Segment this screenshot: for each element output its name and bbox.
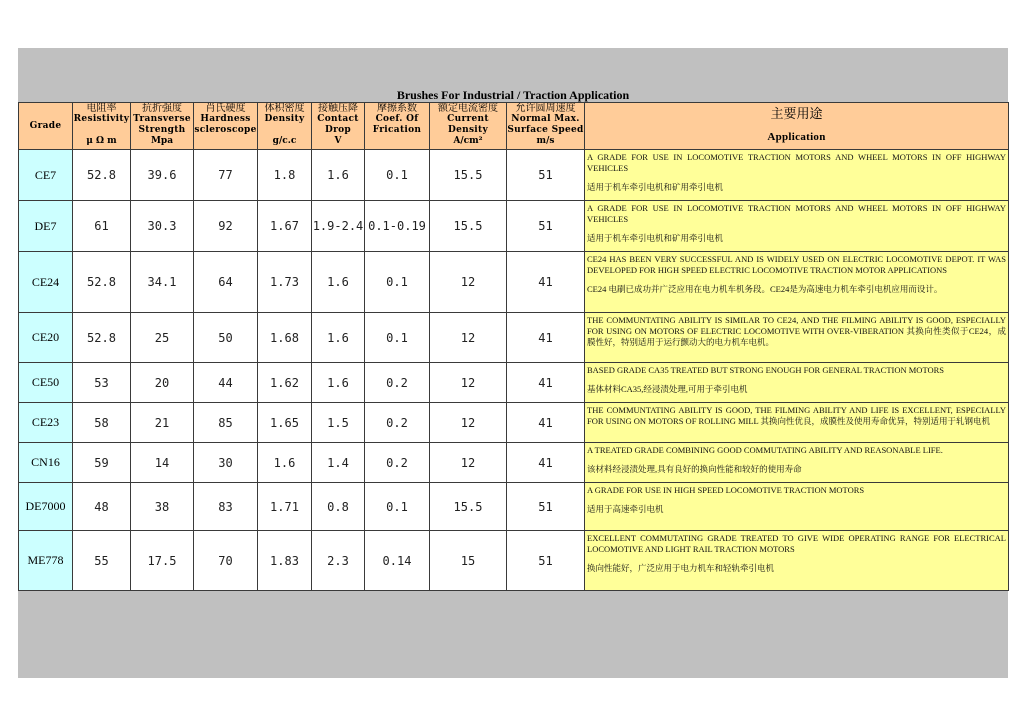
cell-density[interactable]: 1.67 <box>258 201 312 252</box>
cell-grade[interactable]: CE50 <box>19 363 73 403</box>
cell-resistivity[interactable]: 55 <box>73 531 131 591</box>
cell-surface-speed[interactable]: 51 <box>507 483 585 531</box>
cell-density[interactable]: 1.6 <box>258 443 312 483</box>
application-english: A GRADE FOR USE IN LOCOMOTIVE TRACTION MOTORS AND WHEEL MOTORS IN OFF HIGHWAY VEHICLES <box>587 152 1006 173</box>
cell-application[interactable] <box>585 201 1009 252</box>
cell-current-density[interactable]: 12 <box>430 403 507 443</box>
cell-current-density[interactable]: 12 <box>430 313 507 363</box>
cell-resistivity[interactable]: 58 <box>73 403 131 443</box>
cell-current-density[interactable]: 15.5 <box>430 483 507 531</box>
cell-hardness[interactable]: 64 <box>194 252 258 313</box>
cell-hardness[interactable]: 70 <box>194 531 258 591</box>
header-transverse: 抗折强度 Transverse Strength Mpa <box>131 103 194 150</box>
cell-surface-speed[interactable]: 51 <box>507 531 585 591</box>
header-row <box>19 103 1009 150</box>
cell-transverse[interactable]: 34.1 <box>131 252 194 313</box>
application-chinese: 适用于机车牵引电机和矿用牵引电机 <box>587 233 724 243</box>
cell-current-density[interactable]: 12 <box>430 363 507 403</box>
cell-density[interactable]: 1.71 <box>258 483 312 531</box>
header-surface-speed: 允许圆周速度 Normal Max. Surface Speed m/s <box>507 103 585 150</box>
application-chinese: 换向性能好，广泛应用于电力机车和轻轨牵引电机 <box>587 563 775 573</box>
header-friction: 摩擦系数 Coef. Of Frication <box>365 103 430 150</box>
cell-transverse[interactable]: 25 <box>131 313 194 363</box>
cell-resistivity[interactable]: 59 <box>73 443 131 483</box>
cell-hardness[interactable]: 85 <box>194 403 258 443</box>
header-current-density: 额定电流密度 Current Density A/cm² <box>430 103 507 150</box>
cell-application[interactable] <box>585 403 1009 443</box>
cell-surface-speed[interactable]: 41 <box>507 403 585 443</box>
cell-current-density[interactable]: 15 <box>430 531 507 591</box>
cell-resistivity[interactable]: 48 <box>73 483 131 531</box>
cell-transverse[interactable]: 39.6 <box>131 150 194 201</box>
cell-transverse[interactable]: 20 <box>131 363 194 403</box>
cell-density[interactable]: 1.68 <box>258 313 312 363</box>
cell-application[interactable] <box>585 443 1009 483</box>
application-chinese: 适用于高速牵引电机 <box>587 504 664 514</box>
cell-grade[interactable]: DE7000 <box>19 483 73 531</box>
cell-transverse[interactable]: 38 <box>131 483 194 531</box>
cell-resistivity[interactable]: 53 <box>73 363 131 403</box>
header-resistivity: 电阻率 Resistivity μ Ω m <box>73 103 131 150</box>
cell-hardness[interactable]: 30 <box>194 443 258 483</box>
cell-transverse[interactable]: 30.3 <box>131 201 194 252</box>
cell-friction[interactable]: 0.2 <box>365 363 430 403</box>
cell-contact-drop[interactable]: 1.4 <box>312 443 365 483</box>
cell-surface-speed[interactable]: 41 <box>507 252 585 313</box>
cell-friction[interactable]: 0.14 <box>365 531 430 591</box>
cell-resistivity[interactable]: 52.8 <box>73 252 131 313</box>
cell-application[interactable] <box>585 531 1009 591</box>
cell-friction[interactable]: 0.1 <box>365 483 430 531</box>
application-chinese: 适用于机车牵引电机和矿用牵引电机 <box>587 182 724 192</box>
cell-friction[interactable]: 0.1-0.19 <box>365 201 430 252</box>
cell-contact-drop[interactable]: 1.6 <box>312 150 365 201</box>
cell-surface-speed[interactable]: 41 <box>507 313 585 363</box>
application-english: THE COMMUNTATING ABILITY IS SIMILAR TO CE24, AND THE FILMING ABILITY IS GOOD, ESPECIALLY FOR USING ON MOTORS OF ELECTRIC LOCOMOTIVE WITH OVER-VIBERATION 其换向性类似于CE24，成膜性好，特别适用于运行颤动大的电力机车电机。 <box>587 315 1006 347</box>
cell-hardness[interactable]: 83 <box>194 483 258 531</box>
application-english: THE COMMUNTATING ABILITY IS GOOD, THE FILMING ABILITY AND LIFE IS EXCELLENT, ESPECIALLY FOR USING ON MOTORS OF ROLLING MILL 其换向性优良，成膜性及使用寿命优异，特别适用于轧钢电机 <box>587 405 1006 426</box>
cell-transverse[interactable]: 14 <box>131 443 194 483</box>
cell-application[interactable] <box>585 150 1009 201</box>
cell-grade[interactable]: CE7 <box>19 150 73 201</box>
cell-density[interactable]: 1.62 <box>258 363 312 403</box>
spreadsheet-page <box>18 48 1008 678</box>
application-english: A GRADE FOR USE IN LOCOMOTIVE TRACTION MOTORS AND WHEEL MOTORS IN OFF HIGHWAY VEHICLES <box>587 203 1006 224</box>
cell-hardness[interactable]: 77 <box>194 150 258 201</box>
header-hardness: 肖氏硬度 Hardness scleroscope <box>194 103 258 150</box>
application-english: EXCELLENT COMMUTATING GRADE TREATED TO GIVE WIDE OPERATING RANGE FOR ELECTRICAL LOCOMOTIVE AND LIGHT RAIL TRACTION MOTORS <box>587 533 1006 554</box>
cell-friction[interactable]: 0.1 <box>365 313 430 363</box>
cell-density[interactable]: 1.83 <box>258 531 312 591</box>
cell-contact-drop[interactable]: 2.3 <box>312 531 365 591</box>
cell-grade[interactable]: ME778 <box>19 531 73 591</box>
cell-application[interactable] <box>585 363 1009 403</box>
application-chinese: CE24 电刷已成功并广泛应用在电力机车机务段。CE24是为高速电力机车牵引电机应用而设计。 <box>587 284 943 294</box>
cell-application[interactable] <box>585 252 1009 313</box>
cell-surface-speed[interactable]: 41 <box>507 363 585 403</box>
table-row <box>19 252 1009 313</box>
cell-resistivity[interactable]: 52.8 <box>73 150 131 201</box>
table-row <box>19 403 1009 443</box>
cell-friction[interactable]: 0.1 <box>365 150 430 201</box>
application-english: A TREATED GRADE COMBINING GOOD COMMUTATING ABILITY AND REASONABLE LIFE. <box>587 445 943 455</box>
cell-contact-drop[interactable]: 1.9-2.4 <box>312 201 365 252</box>
table-row <box>19 363 1009 403</box>
cell-grade[interactable]: CE24 <box>19 252 73 313</box>
cell-contact-drop[interactable]: 1.6 <box>312 313 365 363</box>
header-contact-drop: 接触压降 Contact Drop V <box>312 103 365 150</box>
table-row <box>19 483 1009 531</box>
cell-grade[interactable]: CN16 <box>19 443 73 483</box>
cell-resistivity[interactable]: 61 <box>73 201 131 252</box>
cell-grade[interactable]: DE7 <box>19 201 73 252</box>
cell-surface-speed[interactable]: 41 <box>507 443 585 483</box>
header-application: 主要用途 Application <box>585 103 1009 150</box>
cell-surface-speed[interactable]: 51 <box>507 150 585 201</box>
table-row <box>19 443 1009 483</box>
cell-contact-drop[interactable]: 1.5 <box>312 403 365 443</box>
table-row <box>19 150 1009 201</box>
cell-transverse[interactable]: 21 <box>131 403 194 443</box>
cell-surface-speed[interactable]: 51 <box>507 201 585 252</box>
cell-hardness[interactable]: 92 <box>194 201 258 252</box>
cell-grade[interactable]: CE23 <box>19 403 73 443</box>
cell-contact-drop[interactable]: 1.6 <box>312 363 365 403</box>
cell-resistivity[interactable]: 52.8 <box>73 313 131 363</box>
application-english: BASED GRADE CA35 TREATED BUT STRONG ENOUGH FOR GENERAL TRACTION MOTORS <box>587 365 945 375</box>
cell-contact-drop[interactable]: 1.6 <box>312 252 365 313</box>
cell-application[interactable] <box>585 483 1009 531</box>
cell-friction[interactable]: 0.1 <box>365 252 430 313</box>
cell-current-density[interactable]: 12 <box>430 443 507 483</box>
cell-friction[interactable]: 0.2 <box>365 403 430 443</box>
header-density: 体积密度 Density g/c.c <box>258 103 312 150</box>
cell-current-density[interactable]: 15.5 <box>430 150 507 201</box>
table-row <box>19 313 1009 363</box>
table-row <box>19 201 1009 252</box>
cell-contact-drop[interactable]: 0.8 <box>312 483 365 531</box>
cell-hardness[interactable]: 50 <box>194 313 258 363</box>
cell-transverse[interactable]: 17.5 <box>131 531 194 591</box>
cell-density[interactable]: 1.73 <box>258 252 312 313</box>
cell-application[interactable] <box>585 313 1009 363</box>
application-english: A GRADE FOR USE IN HIGH SPEED LOCOMOTIVE TRACTION MOTORS <box>587 485 865 495</box>
cell-density[interactable]: 1.65 <box>258 403 312 443</box>
application-english: CE24 HAS BEEN VERY SUCCESSFUL AND IS WIDELY USED ON ELECTRIC LOCOMOTIVE DEPOT. IT WAS DEVELOPED FOR HIGH SPEED ELECTRIC LOCOMOTIVE TRACTION MOTOR APPLICATIONS <box>587 254 1006 275</box>
cell-hardness[interactable]: 44 <box>194 363 258 403</box>
cell-current-density[interactable]: 15.5 <box>430 201 507 252</box>
cell-current-density[interactable]: 12 <box>430 252 507 313</box>
header-grade: Grade <box>19 103 73 150</box>
cell-friction[interactable]: 0.2 <box>365 443 430 483</box>
application-chinese: 基体材料CA35,经浸渍处理,可用于牵引电机 <box>587 384 748 394</box>
table-row <box>19 531 1009 591</box>
cell-density[interactable]: 1.8 <box>258 150 312 201</box>
table-title: Brushes For Industrial / Traction Application <box>396 88 630 102</box>
brush-grades-table <box>18 102 1009 591</box>
cell-grade[interactable]: CE20 <box>19 313 73 363</box>
application-chinese: 该材料经浸渍处理,具有良好的换向性能和较好的使用寿命 <box>587 464 802 474</box>
